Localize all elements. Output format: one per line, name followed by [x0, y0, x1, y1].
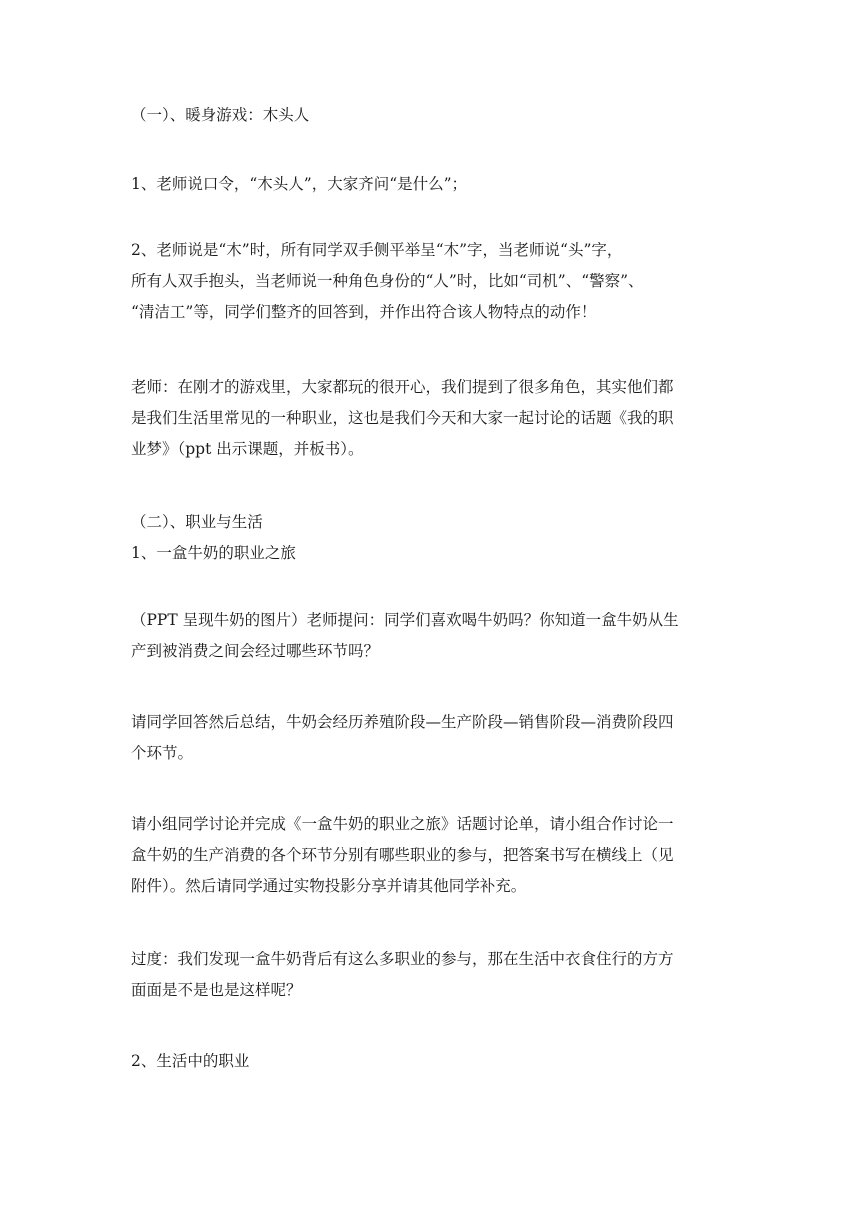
- section2-sub2: 2、生活中的职业: [131, 1052, 250, 1070]
- section2-heading: （二）、职业与生活: [131, 513, 263, 531]
- paragraph-line: 附件）。然后请同学通过实物投影分享并请其他同学补充。: [131, 877, 527, 895]
- paragraph-line: 2、老师说是“木”时，所有同学双手侧平举呈“木”字，当老师说“头”字，: [131, 241, 623, 259]
- paragraph-line: 请小组同学讨论并完成《一盒牛奶的职业之旅》话题讨论单，请小组合作讨论一: [131, 815, 674, 833]
- paragraph-line: 盒牛奶的生产消费的各个环节分别有哪些职业的参与，把答案书写在横线上（见: [131, 846, 674, 864]
- section2-sub1: 1、一盒牛奶的职业之旅: [131, 544, 296, 562]
- paragraph-line: “清洁工”等，同学们整齐的回答到，并作出符合该人物特点的动作！: [131, 303, 597, 321]
- paragraph-line: 是我们生活里常见的一种职业，这也是我们今天和大家一起讨论的话题《我的职: [131, 409, 674, 427]
- paragraph-line: 请同学回答然后总结，牛奶会经历养殖阶段—生产阶段—销售阶段—消费阶段四: [131, 713, 674, 731]
- milk-summary: [131, 707, 731, 769]
- section1-item2: [131, 235, 731, 328]
- section1-item1: 1、老师说口令，“木头人”，大家齐问“是什么”；: [131, 175, 468, 193]
- paragraph-line: 个环节。: [131, 744, 194, 762]
- teacher-remark: [131, 372, 731, 465]
- paragraph-line: 面面是不是也是这样呢？: [131, 981, 302, 999]
- section1-heading: （一）、暖身游戏：木头人: [131, 106, 310, 124]
- transition: [131, 944, 731, 1006]
- paragraph-line: 所有人双手抱头，当老师说一种角色身份的“人”时，比如“司机”、“警察”、: [131, 272, 644, 290]
- group-discussion: [131, 809, 731, 902]
- paragraph-line: 过度：我们发现一盒牛奶背后有这么多职业的参与，那在生活中衣食住行的方方: [131, 950, 674, 968]
- paragraph-line: 产到被消费之间会经过哪些环节吗？: [131, 642, 380, 660]
- paragraph-line: 业梦》（ppt 出示课题，并板书）。: [131, 440, 364, 458]
- ppt-question: [131, 605, 731, 667]
- paragraph-line: 老师：在刚才的游戏里，大家都玩的很开心，我们提到了很多角色，其实他们都: [131, 378, 674, 396]
- paragraph-line: （PPT 呈现牛奶的图片）老师提问：同学们喜欢喝牛奶吗？你知道一盒牛奶从生: [131, 611, 679, 629]
